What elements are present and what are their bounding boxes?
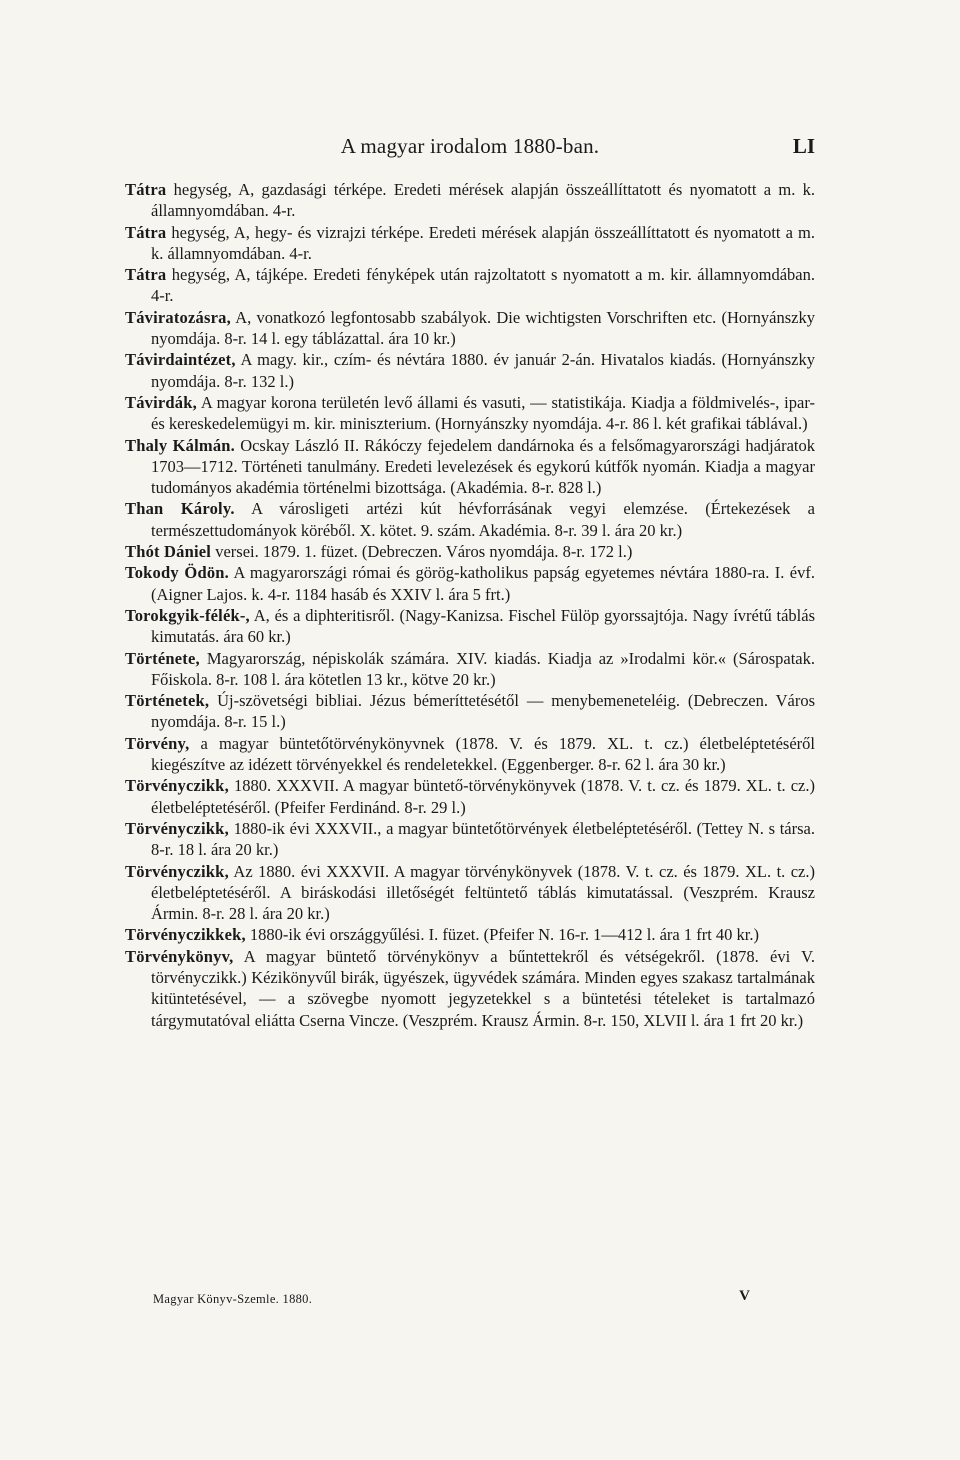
entry-headword: Történetek, [125, 691, 210, 711]
page-number: LI [792, 134, 815, 158]
entry-headword: Tátra [125, 222, 167, 242]
entry-headword: Törvénykönyv, [125, 946, 234, 966]
entry-text: Új-szövetségi bibliai. Jézus bémeríttetésétől — menybemeneteléig. (Debreczen. Város nyomdája. 8-r. 15 l.) [151, 691, 815, 732]
bibliography-entries [125, 179, 815, 1031]
bibliography-entry [125, 541, 815, 562]
bibliography-entry [125, 498, 815, 541]
entry-text: A városligeti artézi kút hévforrásának vegyi elemzése. (Értekezések a természettudományok köréből. X. kötet. 9. szám. Akadémia. 8-r. 39 l. ára 20 kr.) [151, 499, 815, 540]
entry-text: hegység, A, tájképe. Eredeti fényképek után rajzoltatott s nyomatott a m. kir. államnyomdában. 4-r. [151, 265, 815, 306]
entry-text: versei. 1879. 1. füzet. (Debreczen. Város nyomdája. 8-r. 172 l.) [211, 542, 633, 562]
entry-text: 1880-ik évi XXXVII., a magyar büntetőtörvények életbeléptetéséről. (Tettey N. s társa. 8-r. 18 l. ára 20 kr.) [151, 818, 815, 860]
entry-headword: Távirdák, [125, 392, 197, 412]
entry-headword: Tátra [125, 265, 167, 285]
entry-text: Ocskay László II. Rákóczy fejedelem dandárnoka és a felsőmagyarországi hadjáratok 1703—1712. Történeti tanulmány. Eredeti levelezések és egykorú kútfők nyomán. Kiadja a magyar tudományos akadémia történelmi bizottsága. (Akadémia. 8-r. 828 l.) [151, 435, 815, 498]
entry-headword: Thót Dániel [125, 542, 212, 562]
bibliography-entry [125, 733, 815, 776]
bibliography-entry [125, 690, 815, 733]
bibliography-entry [125, 392, 815, 435]
entry-headword: Törvényczikk, [125, 776, 229, 796]
bibliography-entry [125, 924, 815, 945]
entry-headword: Torokgyik-félék-, [125, 605, 250, 625]
bibliography-entry [125, 605, 815, 648]
page-footer [125, 1288, 815, 1312]
entry-headword: Törvényczikk, [125, 861, 229, 881]
entry-text: A magyar korona területén levő állami és vasuti, — statistikája. Kiadja a földmivelés-, ipar- és kereskedelemügyi m. kir. miniszterium. (Hornyánszky nyomdája. 4-r. 86 l. két grafikai táblával.) [151, 392, 815, 434]
entry-text: A magy. kir., czím- és névtára 1880. év január 2-án. Hivatalos kiadás. (Hornyánszky nyomdája. 8-r. 132 l.) [151, 350, 815, 391]
entry-text: Magyarország, népiskolák számára. XIV. kiadás. Kiadja az »Irodalmi kör.« (Sárospatak. Főiskola. 8-r. 108 l. ára kötetlen 13 kr., kötve 20 kr.) [151, 648, 815, 689]
entry-headword: Története, [125, 648, 200, 668]
entry-text: 1880-ik évi országgyűlési. I. füzet. (Pfeifer N. 16-r. 1—412 l. ára 1 frt 40 kr.) [245, 925, 759, 945]
entry-text: A magyar büntető törvénykönyv a bűntettekről és vétségekről. (1878. évi V. törvényczikk.) Kézikönyvűl birák, ügyészek, ügyvédek számára. Minden egyes szakasz tartalmának kitüntetésével, — a szövegbe nyomott jegyzetekkel s a büntetési tételeket is tartalmazó tárgymutatóval eliátta Cserna Vincze. (Veszprém. Krausz Ármin. 8-r. 150, XLVII l. ára 1 frt 20 kr.) [151, 946, 815, 1030]
entry-headword: Törvény, [125, 733, 190, 753]
entry-headword: Tokody Ödön. [125, 563, 229, 583]
bibliography-entry [125, 264, 815, 307]
entry-headword: Törvényczikkek, [125, 925, 246, 945]
bibliography-entry [125, 222, 815, 265]
entry-text: A magyarországi római és görög-katholikus papság egyetemes névtára 1880-ra. I. évf. (Aigner Lajos. k. 4-r. 1184 hasáb és XXIV l. ára 5 frt.) [151, 563, 816, 604]
entry-text: hegység, A, hegy- és vizrajzi térképe. Eredeti mérések alapján összeállíttatott és nyomatott a m. k. államnyomdában. 4-r. [151, 222, 815, 263]
page-header [125, 130, 815, 164]
entry-headword: Than Károly. [125, 499, 235, 519]
entry-text: 1880. XXXVII. A magyar büntető-törvénykönyvek (1878. V. t. cz. és 1879. XL. t. cz.) életbeléptetéséről. (Pfeifer Ferdinánd. 8-r. 29 l.) [151, 776, 815, 817]
bibliography-entry [125, 562, 815, 605]
signature-mark: V [739, 1288, 750, 1304]
bibliography-entry [125, 818, 815, 861]
footer-source: Magyar Könyv-Szemle. 1880. [153, 1292, 313, 1306]
bibliography-entry [125, 435, 815, 499]
entry-text: a magyar büntetőtörvénykönyvnek (1878. V. és 1879. XL. t. cz.) életbeléptetéséről kiegészítve az idézett törvényekkel és rendeletekkel. (Eggenberger. 8-r. 62 l. ára 30 kr.) [151, 733, 815, 775]
entry-headword: Törvényczikk, [125, 818, 229, 838]
entry-headword: Thaly Kálmán. [125, 435, 236, 455]
bibliography-entry [125, 775, 815, 818]
bibliography-entry [125, 861, 815, 925]
entry-text: hegység, A, gazdasági térképe. Eredeti mérések alapján összeállíttatott és nyomatott a m. k. államnyomdában. 4-r. [151, 180, 815, 221]
bibliography-entry [125, 307, 815, 350]
bibliography-entry [125, 946, 815, 1031]
running-title: A magyar irodalom 1880-ban. [340, 134, 600, 158]
bibliography-entry [125, 648, 815, 691]
bibliography-entry [125, 349, 815, 392]
entry-text: A, vonatkozó legfontosabb szabályok. Die wichtigsten Vorschriften etc. (Hornyánszky nyomdája. 8-r. 14 l. egy táblázattal. ára 10 kr.) [151, 307, 815, 349]
entry-text: A, és a diphteritisről. (Nagy-Kanizsa. Fischel Fülöp gyorssajtója. Nagy ívrétű táblás kimutatás. ára 60 kr.) [151, 605, 815, 647]
entry-text: Az 1880. évi XXXVII. A magyar törvénykönyvek (1878. V. t. cz. és 1879. XL. t. cz.) életbeléptetéséről. A biráskodási illetőségét feltüntető táblás kimutatással. (Veszprém. Krausz Ármin. 8-r. 28 l. ára 20 kr.) [151, 861, 815, 924]
entry-headword: Táviratozásra, [125, 307, 231, 327]
entry-headword: Távirdaintézet, [125, 350, 236, 370]
entry-headword: Tátra [125, 180, 167, 199]
bibliography-entry [125, 179, 815, 222]
